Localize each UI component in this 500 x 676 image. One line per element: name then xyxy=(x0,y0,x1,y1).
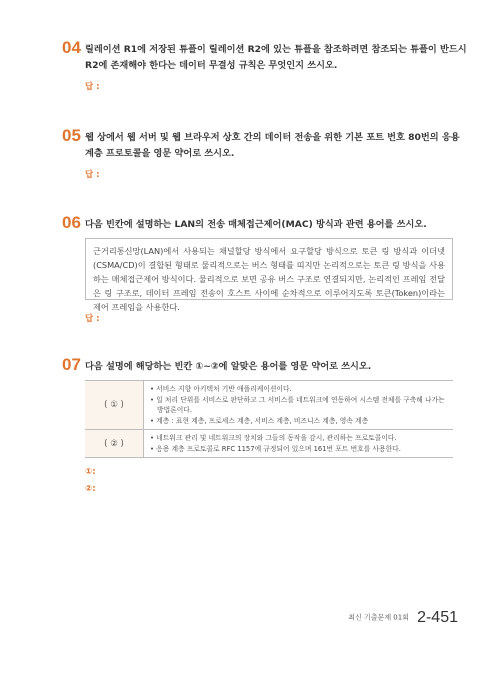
question-text: 다음 빈칸에 설명하는 LAN의 전송 매체접근제어(MAC) 방식과 관련 용어를 쓰시오. xyxy=(85,219,427,230)
question-number: 07 xyxy=(62,355,81,374)
answer-label-07-2: ②: xyxy=(85,484,96,494)
answer-label-06: 답 : xyxy=(85,314,100,324)
page-footer xyxy=(348,607,458,627)
row-line: • 서비스 지향 아키텍처 기반 애플리케이션이다. xyxy=(150,385,292,393)
row-label: ( ② ) xyxy=(85,430,144,458)
question-text: 다음 설명에 해당하는 빈칸 ①~②에 알맞은 용어를 영문 약어로 쓰시오. xyxy=(85,361,372,372)
question-text: 릴레이션 R1에 저장된 튜플이 릴레이션 R2에 있는 튜플을 참조하려면 참조되는 튜플이 반드시 R2에 존재해야 한다는 데이터 무결성 규칙은 무엇인지 쓰시오. xyxy=(85,44,467,71)
description-box: 근거리통신망(LAN)에서 사용되는 채널할당 방식에서 요구할당 방식으로 토큰 링 방식과 이더넷(CSMA/CD)이 결합된 형태로 물리적으로는 버스 형태를 띠지만 논리적으로는 토큰 링 방식을 사용하는 매체접근제어 방식이다. 물리적으로 보면 공유 버스 구조로 연결되지만, 논리적인 프레임 전달은 링 구조로, 데이터 프레임 전송이 호스트 사이에 순차적으로 이루어지도록 토큰(Token)이라는 제어 프레임을 사용한다. xyxy=(85,238,453,300)
question-number: 04 xyxy=(62,38,81,57)
row-line: • 네트워크 관리 및 네트워크의 장치와 그들의 동작을 감시, 관리하는 프로토콜이다. xyxy=(150,434,397,442)
row-label: ( ① ) xyxy=(85,381,144,430)
question-07 xyxy=(62,355,467,375)
description-table xyxy=(85,380,453,458)
question-04 xyxy=(62,38,467,73)
footer-label: 최신 기출문제 01회 xyxy=(348,613,409,622)
row-line: • 응용 계층 프로토콜로 RFC 1157에 규정되어 있으며 161번 포트 번호를 사용한다. xyxy=(150,444,401,453)
question-06 xyxy=(62,213,467,233)
question-05 xyxy=(62,126,467,161)
row-body xyxy=(144,381,454,430)
question-number: 05 xyxy=(62,126,81,145)
row-line: • 계층 : 표현 계층, 프로세스 계층, 서비스 계층, 비즈니스 계층, 영속 계층 xyxy=(150,416,369,425)
question-number: 06 xyxy=(62,213,81,232)
page-number: 2-451 xyxy=(417,608,458,626)
answer-label-04: 답 : xyxy=(85,82,100,92)
row-line: • 일 처리 단위를 서비스로 판단하고 그 서비스를 네트워크에 연동하여 시스템 전체를 구축해 나가는 방법론이다. xyxy=(150,395,445,414)
answer-label-05: 답 : xyxy=(85,170,100,180)
table-row xyxy=(85,381,453,430)
question-text: 웹 상에서 웹 서버 및 웹 브라우저 상호 간의 데이터 전송을 위한 기본 포트 번호 80번의 응용 계층 프로토콜을 영문 약어로 쓰시오. xyxy=(85,132,460,159)
table-row xyxy=(85,430,453,458)
answer-label-07-1: ①: xyxy=(85,467,96,477)
row-body xyxy=(144,430,454,458)
